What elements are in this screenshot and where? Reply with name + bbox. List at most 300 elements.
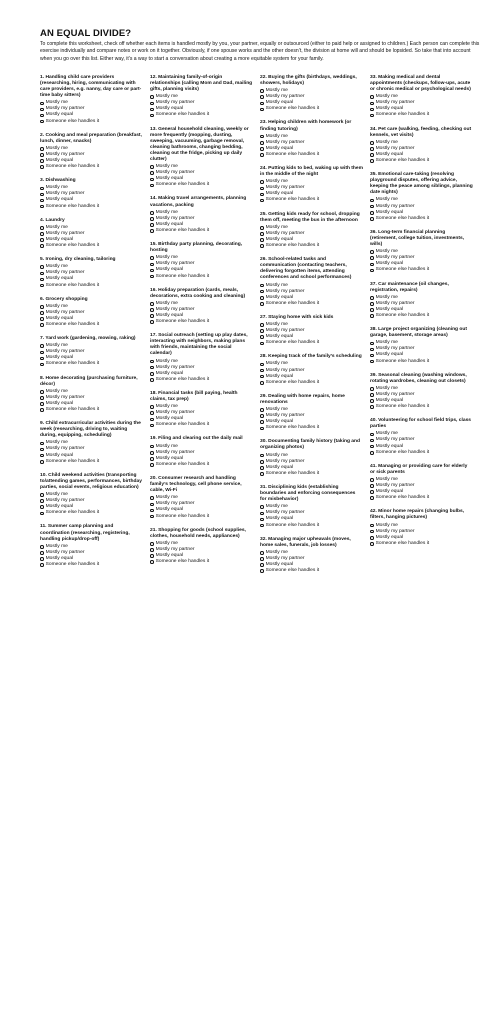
radio-circle-icon[interactable] [40, 305, 44, 309]
radio-circle-icon[interactable] [150, 366, 154, 370]
radio-circle-icon[interactable] [260, 329, 264, 333]
radio-circle-icon[interactable] [150, 554, 154, 558]
option-label: Someone else handles it [265, 197, 320, 203]
radio-circle-icon[interactable] [370, 147, 374, 151]
option-label: Mostly me [45, 100, 68, 106]
radio-circle-icon[interactable] [40, 193, 44, 197]
option-row[interactable] [150, 559, 253, 565]
option-row[interactable] [370, 313, 473, 319]
radio-circle-icon[interactable] [40, 442, 44, 446]
option-label: Mostly me [45, 224, 68, 230]
radio-circle-icon[interactable] [40, 278, 44, 282]
radio-circle-icon[interactable] [150, 114, 154, 118]
radio-circle-icon[interactable] [40, 448, 44, 452]
option-label: Mostly my partner [265, 555, 305, 561]
option-row[interactable] [40, 283, 143, 289]
task-question: 16. Holiday preparation (cards, meals, decorations, extra cooking and cleaning) [150, 287, 246, 299]
radio-circle-icon[interactable] [370, 354, 374, 358]
radio-circle-icon[interactable] [150, 378, 154, 382]
option-row[interactable] [260, 568, 363, 574]
radio-circle-icon[interactable] [260, 563, 264, 567]
option-label: Mostly equal [375, 306, 404, 312]
option-label: Mostly my partner [155, 170, 195, 176]
radio-circle-icon[interactable] [40, 402, 44, 406]
radio-circle-icon[interactable] [260, 226, 264, 230]
radio-circle-icon[interactable] [40, 199, 44, 203]
radio-circle-icon[interactable] [370, 536, 374, 540]
radio-circle-icon[interactable] [40, 153, 44, 157]
option-label: Someone else handles it [375, 495, 430, 501]
radio-circle-icon[interactable] [40, 323, 44, 327]
radio-circle-icon[interactable] [150, 405, 154, 409]
task-question: 4. Laundry [40, 217, 65, 223]
radio-circle-icon[interactable] [260, 414, 264, 418]
option-label: Someone else handles it [45, 561, 100, 567]
option-row[interactable] [40, 459, 143, 465]
radio-circle-icon[interactable] [370, 405, 374, 409]
radio-circle-icon[interactable] [150, 184, 154, 188]
option-row[interactable] [370, 495, 473, 501]
option-label: Mostly me [265, 549, 288, 555]
radio-circle-icon[interactable] [40, 499, 44, 503]
radio-circle-icon[interactable] [370, 490, 374, 494]
option-label: Mostly equal [375, 151, 404, 157]
radio-circle-icon[interactable] [40, 454, 44, 458]
option-label: Mostly equal [155, 176, 184, 182]
radio-circle-icon[interactable] [370, 314, 374, 318]
radio-circle-icon[interactable] [370, 445, 374, 449]
option-label: Someone else handles it [375, 404, 430, 410]
option-label: Mostly me [155, 358, 178, 364]
radio-circle-icon[interactable] [40, 551, 44, 555]
radio-circle-icon[interactable] [40, 187, 44, 191]
option-row[interactable] [370, 450, 473, 456]
task-question: 15. Birthday party planning, decorating, hosting [150, 242, 243, 254]
option-label: Mostly my partner [375, 145, 415, 151]
task-item [150, 476, 253, 520]
task-item [260, 212, 363, 250]
radio-circle-icon[interactable] [260, 180, 264, 184]
option-row[interactable] [370, 112, 473, 118]
radio-circle-icon[interactable] [370, 269, 374, 273]
radio-circle-icon[interactable] [40, 363, 44, 367]
radio-circle-icon[interactable] [150, 275, 154, 279]
option-label: Someone else handles it [375, 449, 430, 455]
page-title: AN EQUAL DIVIDE? [40, 28, 132, 39]
task-item [260, 166, 363, 204]
radio-circle-icon[interactable] [370, 95, 374, 99]
task-question: 31. Disciplining kids (establishing boundaries and enforcing consequences for misbehavior) [260, 484, 356, 503]
option-label: Mostly equal [375, 489, 404, 495]
radio-circle-icon[interactable] [260, 244, 264, 248]
radio-circle-icon[interactable] [260, 569, 264, 573]
radio-circle-icon[interactable] [150, 314, 154, 318]
radio-circle-icon[interactable] [40, 159, 44, 163]
radio-circle-icon[interactable] [370, 153, 374, 157]
radio-circle-icon[interactable] [150, 178, 154, 182]
option-row[interactable] [40, 361, 143, 367]
radio-circle-icon[interactable] [370, 433, 374, 437]
radio-circle-icon[interactable] [40, 120, 44, 124]
radio-circle-icon[interactable] [370, 263, 374, 267]
radio-circle-icon[interactable] [40, 284, 44, 288]
radio-circle-icon[interactable] [40, 114, 44, 118]
option-label: Mostly equal [45, 504, 74, 510]
radio-circle-icon[interactable] [150, 509, 154, 513]
radio-circle-icon[interactable] [370, 524, 374, 528]
option-label: Someone else handles it [155, 112, 210, 118]
radio-circle-icon[interactable] [150, 411, 154, 415]
option-label: Mostly me [155, 404, 178, 410]
radio-circle-icon[interactable] [260, 199, 264, 203]
radio-circle-icon[interactable] [40, 460, 44, 464]
option-label: Mostly equal [265, 191, 294, 197]
radio-circle-icon[interactable] [260, 238, 264, 242]
radio-circle-icon[interactable] [150, 108, 154, 112]
radio-circle-icon[interactable] [260, 512, 264, 516]
option-row[interactable] [150, 319, 253, 325]
radio-circle-icon[interactable] [150, 308, 154, 312]
option-label: Mostly equal [155, 552, 184, 558]
radio-circle-icon[interactable] [150, 102, 154, 106]
option-label: Mostly equal [155, 267, 184, 273]
option-row[interactable] [150, 274, 253, 280]
radio-circle-icon[interactable] [40, 390, 44, 394]
option-label: Someone else handles it [45, 361, 100, 367]
radio-circle-icon[interactable] [260, 153, 264, 157]
task-item [40, 218, 143, 249]
option-label: Mostly my partner [45, 106, 85, 112]
radio-circle-icon[interactable] [260, 296, 264, 300]
radio-circle-icon[interactable] [150, 263, 154, 267]
task-item [40, 297, 143, 328]
radio-circle-icon[interactable] [150, 503, 154, 507]
radio-circle-icon[interactable] [260, 524, 264, 528]
option-row[interactable] [40, 243, 143, 249]
radio-circle-icon[interactable] [150, 211, 154, 215]
task-question: 24. Putting kids to bed, waking up with them in the middle of the night [260, 166, 363, 178]
radio-circle-icon[interactable] [40, 108, 44, 112]
radio-circle-icon[interactable] [370, 296, 374, 300]
radio-circle-icon[interactable] [40, 563, 44, 567]
option-label: Mostly me [45, 303, 68, 309]
task-question: 41. Managing or providing care for elderly or sick parents [370, 463, 468, 475]
radio-circle-icon[interactable] [260, 427, 264, 431]
option-row[interactable] [370, 541, 473, 547]
radio-circle-icon[interactable] [370, 205, 374, 209]
task-question: 12. Maintaining family-of-origin relationships (calling Mom and Dad, mailing gifts, planning visits) [150, 74, 253, 93]
radio-circle-icon[interactable] [260, 147, 264, 151]
radio-circle-icon[interactable] [40, 545, 44, 549]
option-label: Someone else handles it [45, 164, 100, 170]
option-row[interactable] [370, 267, 473, 273]
task-question: 34. Pet care (walking, feeding, checking out kennels, vet visits) [370, 126, 472, 138]
task-question: 29. Dealing with home repairs, home renovations [260, 393, 345, 405]
task-item [370, 172, 473, 222]
option-row[interactable] [40, 119, 143, 125]
radio-circle-icon[interactable] [260, 232, 264, 236]
radio-circle-icon[interactable] [40, 311, 44, 315]
radio-circle-icon[interactable] [260, 551, 264, 555]
option-label: Mostly my partner [155, 306, 195, 312]
radio-circle-icon[interactable] [370, 393, 374, 397]
radio-circle-icon[interactable] [260, 420, 264, 424]
task-item [260, 257, 363, 307]
radio-circle-icon[interactable] [150, 451, 154, 455]
task-question: 20. Consumer research and handling family’s technology, cell phone service, cable, Wi-Fi [150, 475, 242, 494]
option-label: Mostly my partner [155, 364, 195, 370]
option-row[interactable] [370, 216, 473, 222]
radio-circle-icon[interactable] [370, 439, 374, 443]
radio-circle-icon[interactable] [260, 518, 264, 522]
radio-circle-icon[interactable] [260, 89, 264, 93]
radio-circle-icon[interactable] [370, 199, 374, 203]
option-label: Mostly equal [45, 158, 74, 164]
radio-circle-icon[interactable] [370, 360, 374, 364]
radio-circle-icon[interactable] [150, 496, 154, 500]
radio-circle-icon[interactable] [260, 369, 264, 373]
radio-circle-icon[interactable] [40, 493, 44, 497]
radio-circle-icon[interactable] [40, 102, 44, 106]
option-row[interactable] [260, 152, 363, 158]
option-label: Mostly my partner [45, 151, 85, 157]
radio-circle-icon[interactable] [150, 418, 154, 422]
radio-circle-icon[interactable] [370, 342, 374, 346]
radio-circle-icon[interactable] [40, 512, 44, 516]
option-label: Mostly equal [265, 464, 294, 470]
option-label: Mostly equal [155, 370, 184, 376]
radio-circle-icon[interactable] [260, 335, 264, 339]
radio-circle-icon[interactable] [40, 344, 44, 348]
radio-circle-icon[interactable] [260, 108, 264, 112]
option-label: Mostly my partner [45, 309, 85, 315]
radio-circle-icon[interactable] [150, 548, 154, 552]
radio-circle-icon[interactable] [150, 560, 154, 564]
radio-circle-icon[interactable] [150, 95, 154, 99]
option-row[interactable] [260, 471, 363, 477]
option-label: Mostly me [375, 476, 398, 482]
radio-circle-icon[interactable] [370, 302, 374, 306]
option-label: Mostly my partner [155, 100, 195, 106]
radio-circle-icon[interactable] [370, 451, 374, 455]
option-row[interactable] [150, 514, 253, 520]
radio-circle-icon[interactable] [370, 141, 374, 145]
radio-circle-icon[interactable] [260, 408, 264, 412]
radio-circle-icon[interactable] [260, 460, 264, 464]
radio-circle-icon[interactable] [370, 348, 374, 352]
radio-circle-icon[interactable] [260, 557, 264, 561]
task-question: 30. Documenting family history (taking and organizing photos) [260, 439, 361, 451]
option-row[interactable] [150, 422, 253, 428]
radio-circle-icon[interactable] [370, 256, 374, 260]
radio-circle-icon[interactable] [370, 102, 374, 106]
radio-circle-icon[interactable] [40, 165, 44, 169]
task-question: 38. Large project organizing (cleaning out garage, basement, storage areas) [370, 327, 468, 339]
radio-circle-icon[interactable] [150, 542, 154, 546]
radio-circle-icon[interactable] [260, 95, 264, 99]
option-row[interactable] [150, 377, 253, 383]
option-row[interactable] [40, 322, 143, 328]
radio-circle-icon[interactable] [260, 375, 264, 379]
radio-circle-icon[interactable] [370, 542, 374, 546]
radio-circle-icon[interactable] [370, 250, 374, 254]
radio-circle-icon[interactable] [260, 323, 264, 327]
radio-circle-icon[interactable] [40, 408, 44, 412]
option-row[interactable] [260, 340, 363, 346]
option-label: Mostly equal [265, 561, 294, 567]
radio-circle-icon[interactable] [370, 217, 374, 221]
radio-circle-icon[interactable] [150, 424, 154, 428]
option-label: Someone else handles it [265, 470, 320, 476]
radio-circle-icon[interactable] [370, 159, 374, 163]
option-row[interactable] [260, 425, 363, 431]
task-item [40, 376, 143, 414]
radio-circle-icon[interactable] [40, 557, 44, 561]
radio-circle-icon[interactable] [260, 141, 264, 145]
radio-circle-icon[interactable] [150, 223, 154, 227]
radio-circle-icon[interactable] [260, 505, 264, 509]
task-item [370, 75, 473, 119]
radio-circle-icon[interactable] [370, 496, 374, 500]
radio-circle-icon[interactable] [370, 478, 374, 482]
option-row[interactable] [260, 197, 363, 203]
option-label: Mostly my partner [375, 346, 415, 352]
radio-circle-icon[interactable] [370, 308, 374, 312]
radio-circle-icon[interactable] [150, 269, 154, 273]
option-row[interactable] [370, 158, 473, 164]
option-row[interactable] [150, 112, 253, 118]
option-row[interactable] [40, 510, 143, 516]
radio-circle-icon[interactable] [40, 505, 44, 509]
radio-circle-icon[interactable] [150, 457, 154, 461]
radio-circle-icon[interactable] [40, 351, 44, 355]
radio-circle-icon[interactable] [260, 466, 264, 470]
option-label: Someone else handles it [45, 203, 100, 209]
option-row[interactable] [40, 562, 143, 568]
radio-circle-icon[interactable] [260, 454, 264, 458]
radio-circle-icon[interactable] [260, 302, 264, 306]
option-row[interactable] [150, 182, 253, 188]
task-item [150, 436, 253, 467]
radio-circle-icon[interactable] [370, 399, 374, 403]
radio-circle-icon[interactable] [40, 147, 44, 151]
option-row[interactable] [150, 462, 253, 468]
option-row[interactable] [260, 243, 363, 249]
task-question: 33. Making medical and dental appointments (checkups, follow-ups, acute or chronic medical or psychological needs) [370, 74, 471, 93]
task-item [260, 315, 363, 346]
radio-circle-icon[interactable] [260, 135, 264, 139]
radio-circle-icon[interactable] [150, 302, 154, 306]
option-label: Mostly me [45, 388, 68, 394]
radio-circle-icon[interactable] [370, 108, 374, 112]
radio-circle-icon[interactable] [370, 211, 374, 215]
radio-circle-icon[interactable] [150, 256, 154, 260]
option-row[interactable] [260, 106, 363, 112]
task-item [150, 127, 253, 189]
radio-circle-icon[interactable] [370, 530, 374, 534]
radio-circle-icon[interactable] [370, 484, 374, 488]
option-row[interactable] [40, 407, 143, 413]
radio-circle-icon[interactable] [40, 396, 44, 400]
option-label: Mostly me [155, 495, 178, 501]
radio-circle-icon[interactable] [150, 463, 154, 467]
option-label: Mostly my partner [265, 367, 305, 373]
task-item [260, 537, 363, 575]
radio-circle-icon[interactable] [260, 193, 264, 197]
option-row[interactable] [260, 380, 363, 386]
option-row[interactable] [40, 164, 143, 170]
radio-circle-icon[interactable] [260, 290, 264, 294]
radio-circle-icon[interactable] [150, 217, 154, 221]
radio-circle-icon[interactable] [40, 205, 44, 209]
radio-circle-icon[interactable] [260, 342, 264, 346]
radio-circle-icon[interactable] [40, 357, 44, 361]
radio-circle-icon[interactable] [150, 165, 154, 169]
option-row[interactable] [40, 204, 143, 210]
radio-circle-icon[interactable] [150, 229, 154, 233]
option-label: Mostly my partner [265, 328, 305, 334]
radio-circle-icon[interactable] [150, 360, 154, 364]
option-label: Mostly equal [265, 145, 294, 151]
option-label: Mostly equal [265, 236, 294, 242]
option-label: Mostly me [155, 164, 178, 170]
option-label: Mostly equal [375, 352, 404, 358]
option-label: Mostly my partner [265, 288, 305, 294]
radio-circle-icon[interactable] [40, 232, 44, 236]
option-label: Mostly me [45, 145, 68, 151]
task-item [40, 336, 143, 367]
radio-circle-icon[interactable] [40, 272, 44, 276]
radio-circle-icon[interactable] [370, 387, 374, 391]
radio-circle-icon[interactable] [40, 265, 44, 269]
task-question: 36. Long-term financial planning (retirement, college tuition, investments, wills) [370, 229, 465, 248]
radio-circle-icon[interactable] [150, 372, 154, 376]
radio-circle-icon[interactable] [40, 244, 44, 248]
option-label: Mostly me [265, 361, 288, 367]
option-row[interactable] [370, 404, 473, 410]
radio-circle-icon[interactable] [260, 284, 264, 288]
task-question: 13. General household cleaning, weekly or more frequently (mopping, dusting, sweeping, vacuuming, garbage removal, cleaning bathrooms, changing bedding, cleaning out the fridge, picking up daily clutter) [150, 126, 249, 163]
task-question: 21. Shopping for goods (school supplies, clothes, household needs, appliances) [150, 527, 246, 539]
radio-circle-icon[interactable] [150, 320, 154, 324]
task-question: 25. Getting kids ready for school, dropping them off, meeting the bus in the afternoon [260, 211, 360, 223]
option-row[interactable] [260, 301, 363, 307]
radio-circle-icon[interactable] [260, 187, 264, 191]
task-question: 32. Managing major upheavals (moves, home sales, funerals, job losses) [260, 536, 351, 548]
option-label: Mostly equal [265, 516, 294, 522]
option-label: Mostly my partner [155, 215, 195, 221]
radio-circle-icon[interactable] [260, 381, 264, 385]
task-question: 6. Grocery shopping [40, 296, 88, 302]
radio-circle-icon[interactable] [150, 171, 154, 175]
radio-circle-icon[interactable] [40, 226, 44, 230]
task-item [40, 178, 143, 209]
radio-circle-icon[interactable] [370, 114, 374, 118]
option-row[interactable] [370, 359, 473, 365]
radio-circle-icon[interactable] [150, 515, 154, 519]
option-label: Mostly me [265, 133, 288, 139]
task-item [150, 333, 253, 383]
radio-circle-icon[interactable] [260, 363, 264, 367]
option-label: Mostly my partner [375, 483, 415, 489]
radio-circle-icon[interactable] [260, 102, 264, 106]
radio-circle-icon[interactable] [260, 472, 264, 476]
radio-circle-icon[interactable] [150, 445, 154, 449]
option-row[interactable] [150, 228, 253, 234]
option-row[interactable] [260, 523, 363, 529]
radio-circle-icon[interactable] [40, 317, 44, 321]
radio-circle-icon[interactable] [40, 238, 44, 242]
